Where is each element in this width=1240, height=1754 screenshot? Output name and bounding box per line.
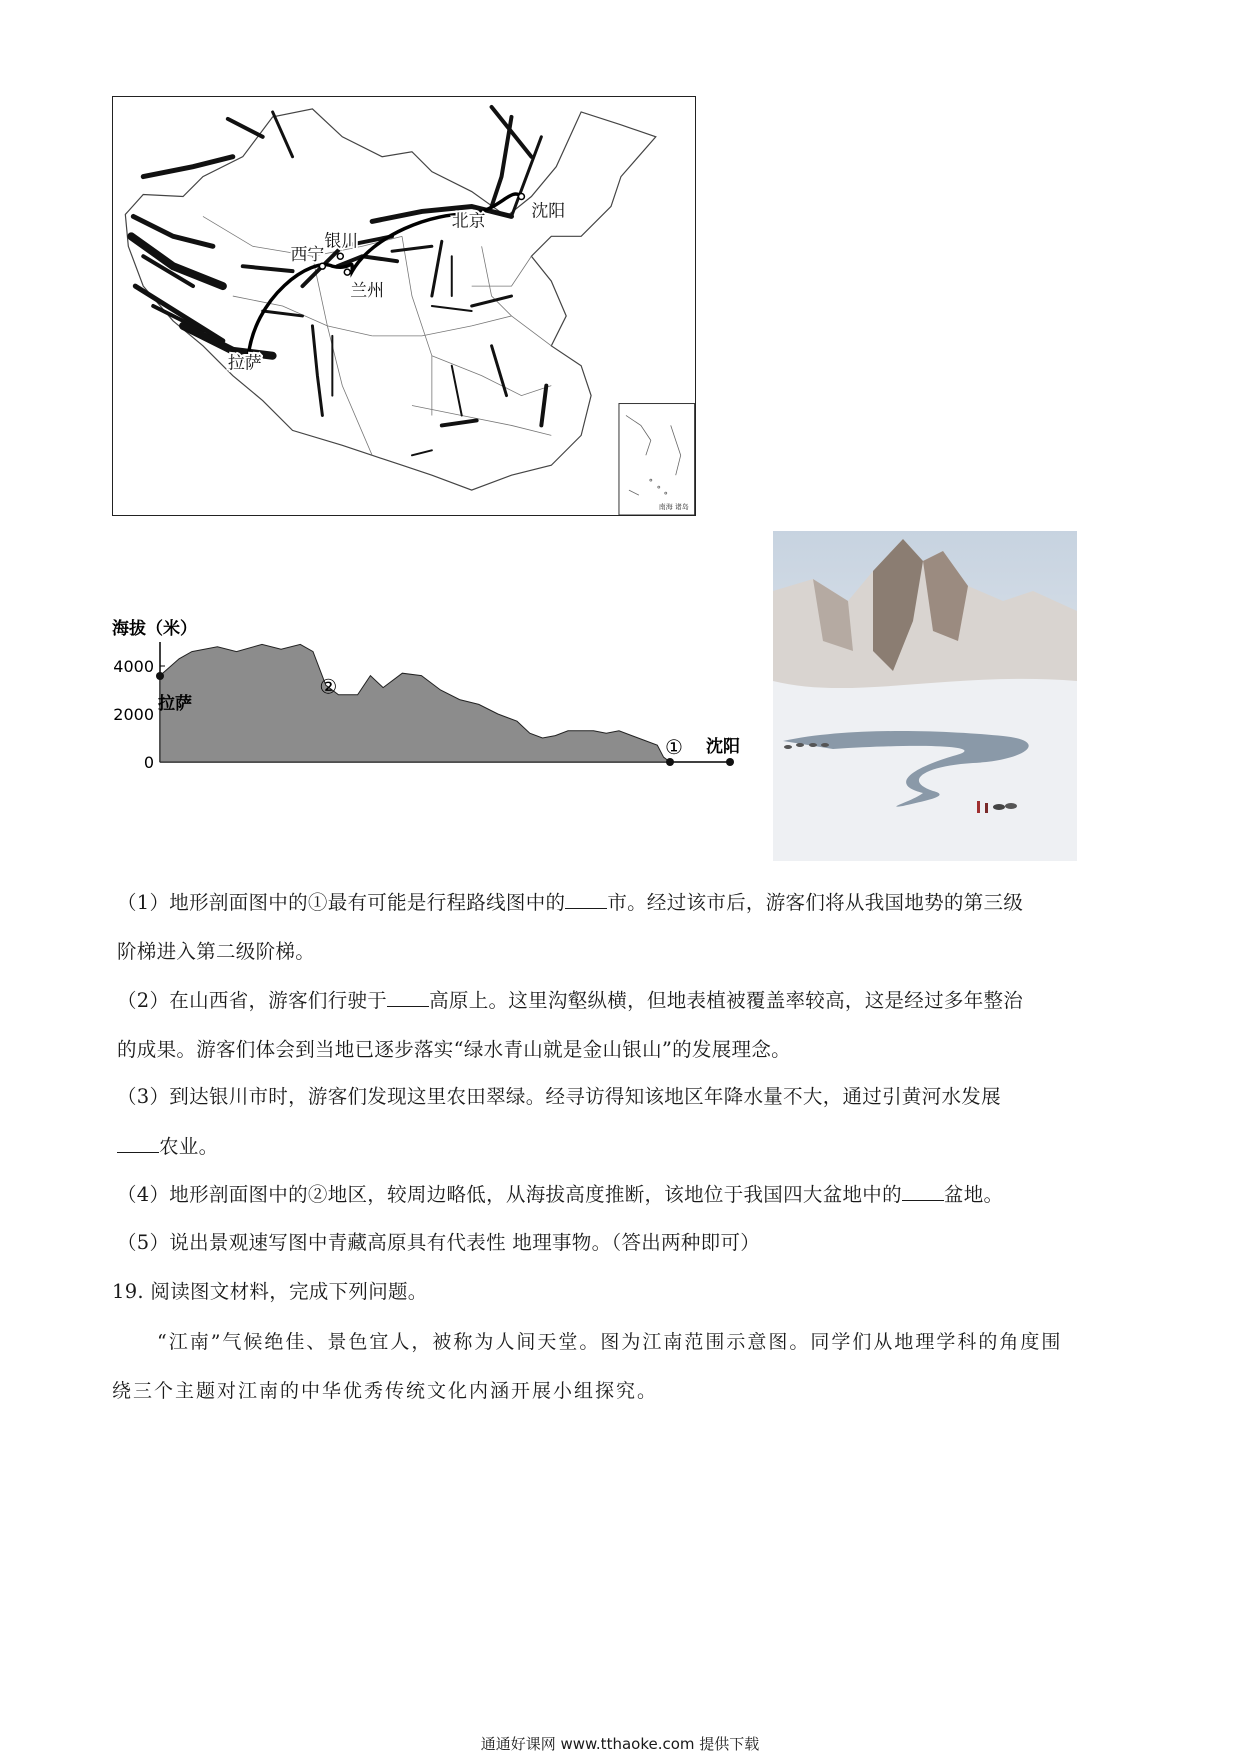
y-tick-label: 2000 [113, 705, 154, 724]
marker-2-label: ② [319, 674, 338, 699]
city-label-lanzhou: 兰州 [350, 280, 385, 301]
start-label: 拉萨 [158, 694, 192, 714]
material-text-b: 绕三个主题对江南的中华优秀传统文化内涵开展小组探究。 [112, 1380, 659, 1402]
y-axis-label: 海拔（米） [112, 619, 197, 639]
city-label-shenyang: 沈阳 [531, 200, 566, 221]
marker-1-label: ① [665, 735, 683, 759]
q4-answer-blank[interactable] [902, 1180, 944, 1201]
q19-text: 19. 阅读图文材料，完成下列问题。 [112, 1280, 428, 1303]
question-1-cont [117, 938, 1127, 966]
question-4 [117, 1180, 1127, 1209]
end-label: 沈阳 [706, 737, 740, 757]
q3-text-b: 农业。 [159, 1135, 219, 1158]
q5-text: （5）说出景观速写图中青藏高原具有代表性 地理事物。（答出两种即可） [117, 1231, 761, 1254]
elevation-area [160, 644, 670, 762]
material-paragraph-1 [157, 1328, 1127, 1356]
y-tick-label: 0 [143, 753, 154, 772]
q1-text-a: （1）地形剖面图中的①最有可能是行程路线图中的 [117, 891, 566, 914]
question-2-cont [117, 1036, 1127, 1064]
point-1-marker [666, 758, 674, 766]
city-label-beijing: 北京 [451, 210, 486, 231]
city-shenyang-marker [518, 194, 524, 200]
q3-answer-blank[interactable] [117, 1132, 159, 1153]
route-map [112, 96, 696, 516]
inset-label: 南海 诸岛 [658, 503, 689, 512]
city-yinchuan-marker [337, 253, 343, 259]
end-point [726, 758, 734, 766]
q1-text-b: 市。经过该市后，游客们将从我国地势的第三级 [607, 891, 1024, 914]
q2-text-a: （2）在山西省，游客们行驶于 [117, 989, 388, 1012]
start-point [156, 672, 164, 680]
material-text-a: “江南”气候绝佳、景色宜人，被称为人间天堂。图为江南范围示意图。同学们从地理学科的角度围 [157, 1331, 1063, 1353]
q2-answer-blank[interactable] [387, 986, 429, 1007]
south-sea-inset [619, 404, 695, 515]
q4-text-b: 盆地。 [943, 1183, 1004, 1206]
q1-text-c: 阶梯进入第二级阶梯。 [117, 940, 316, 963]
q2-text-c: 的成果。游客们体会到当地已逐步落实“绿水青山就是金山银山”的发展理念。 [117, 1038, 791, 1061]
q2-text-b: 高原上。这里沟壑纵横，但地表植被覆盖率较高，这是经过多年整治 [429, 989, 1024, 1012]
question-1 [117, 888, 1127, 917]
terrain-profile-chart [110, 612, 760, 782]
landscape-sketch [773, 531, 1077, 861]
material-paragraph-2 [112, 1377, 1122, 1405]
question-19 [112, 1278, 1122, 1306]
question-3 [117, 1083, 1127, 1111]
q4-text-a: （4）地形剖面图中的②地区，较周边略低，从海拔高度推断，该地位于我国四大盆地中的 [117, 1183, 902, 1206]
y-tick-label: 4000 [113, 657, 154, 676]
question-2 [117, 986, 1127, 1015]
city-label-xining: 西宁 [290, 244, 325, 265]
city-label-yinchuan: 银川 [324, 230, 359, 251]
city-lanzhou-marker [344, 269, 350, 275]
city-label-lhasa: 拉萨 [227, 352, 262, 373]
q3-text-a: （3）到达银川市时，游客们发现这里农田翠绿。经寻访得知该地区年降水量不大，通过引黄河水发展 [117, 1085, 1001, 1108]
q1-answer-blank[interactable] [565, 888, 607, 909]
question-3-cont [117, 1132, 1127, 1161]
footer-text: 通通好课网 www.tthaoke.com 提供下载 [480, 1735, 760, 1753]
question-5 [117, 1229, 1127, 1257]
